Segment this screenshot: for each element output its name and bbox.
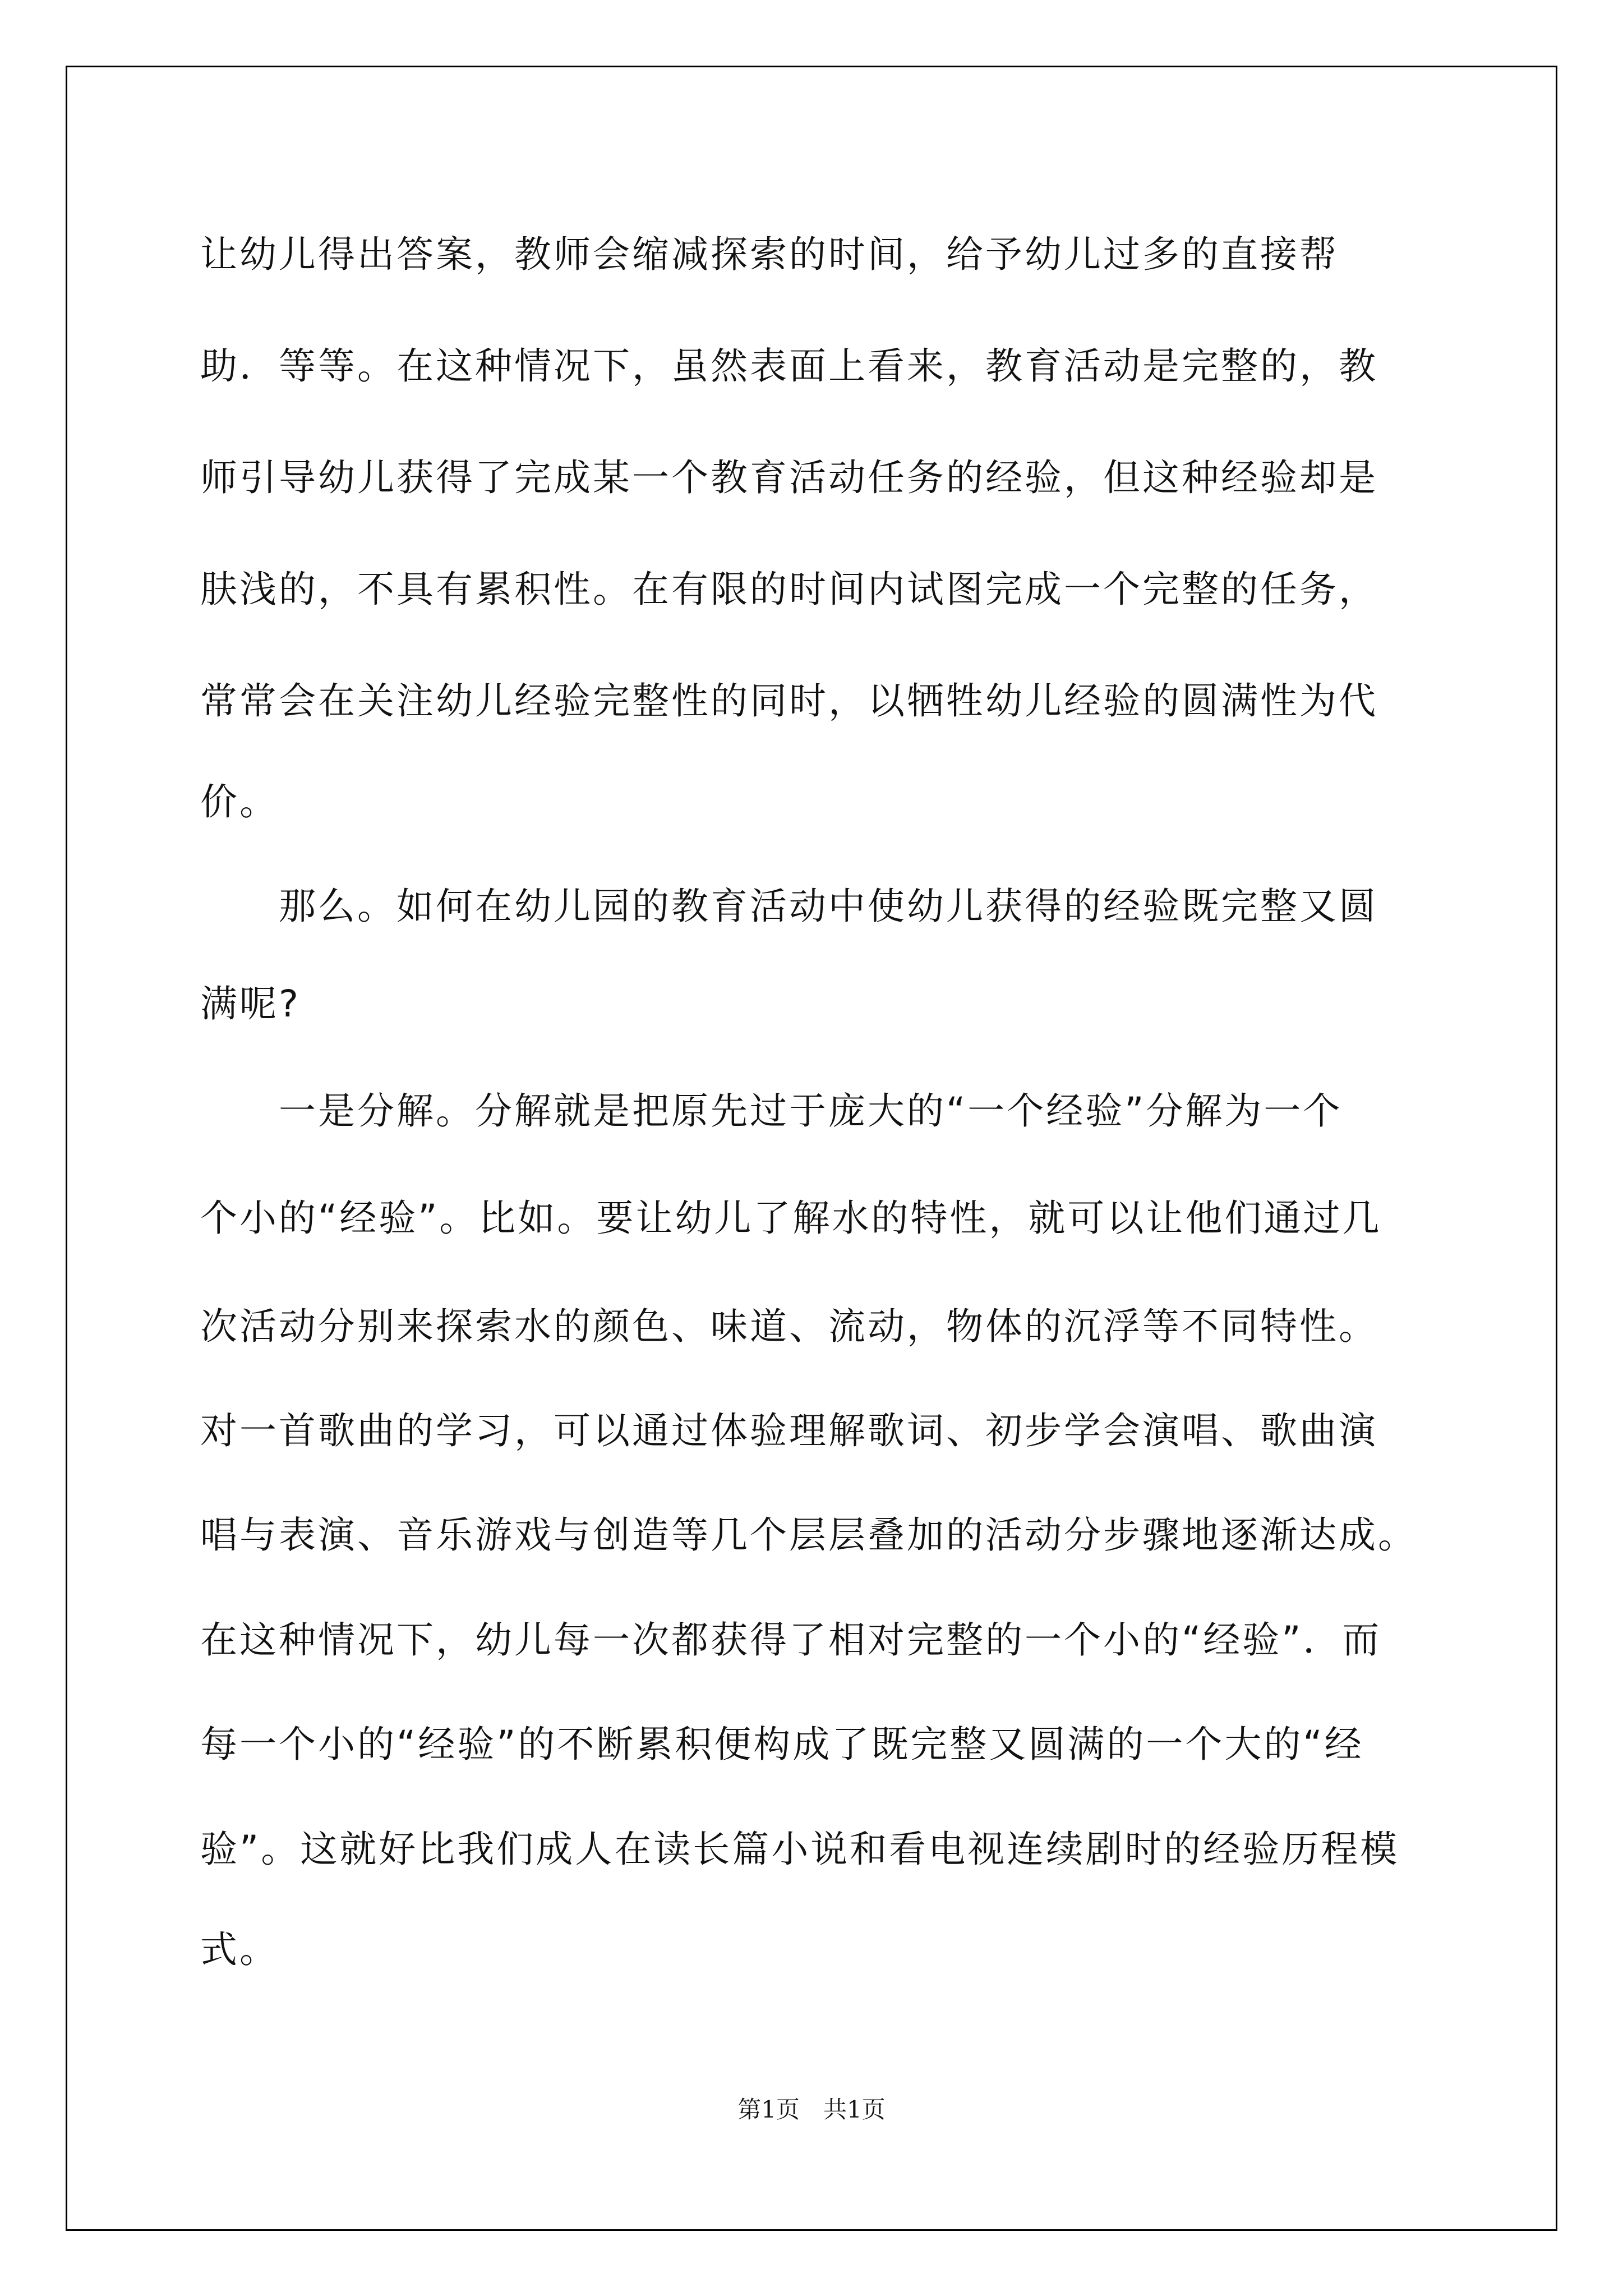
text-line: 式。 — [200, 1928, 279, 1971]
text-line: 让幼儿得出答案，教师会缩减探索的时间，给予幼儿过多的直接帮 — [200, 233, 1339, 276]
page-number: 第1页 共1页 — [737, 2096, 886, 2123]
page-border — [66, 66, 1557, 2231]
text-line: 肤浅的，不具有累积性。在有限的时间内试图完成一个完整的任务， — [200, 568, 1378, 611]
text-line: 唱与表演、音乐游戏与创造等几个层层叠加的活动分步骤地逐渐达成。 — [200, 1513, 1417, 1557]
text-line: 次活动分别来探索水的颜色、味道、流动，物体的沉浮等不同特性。 — [200, 1305, 1378, 1348]
text-line: 一是分解。分解就是把原先过于庞大的“一个经验”分解为一个 — [200, 1089, 1343, 1133]
text-line: 在这种情况下，幼儿每一次都获得了相对完整的一个小的“经验”．而 — [200, 1618, 1382, 1662]
text-line: 个小的“经验”。比如。要让幼儿了解水的特性，就可以让他们通过几 — [200, 1197, 1382, 1240]
text-line: 师引导幼儿获得了完成某一个教育活动任务的经验，但这种经验却是 — [200, 456, 1378, 499]
text-line: 满呢? — [200, 982, 301, 1025]
text-line: 助．等等。在这种情况下，虽然表面上看来，教育活动是完整的，教 — [200, 344, 1378, 388]
text-line: 价。 — [200, 780, 279, 823]
text-line: 每一个小的“经验”的不断累积便构成了既完整又圆满的一个大的“经 — [200, 1723, 1364, 1766]
text-line: 验”。这就好比我们成人在读长篇小说和看电视连续剧时的经验历程模 — [200, 1828, 1400, 1871]
text-line: 对一首歌曲的学习，可以通过体验理解歌词、初步学会演唱、歌曲演 — [200, 1409, 1378, 1452]
text-line: 那么。如何在幼儿园的教育活动中使幼儿获得的经验既完整又圆 — [200, 885, 1378, 928]
text-line: 常常会在关注幼儿经验完整性的同时，以牺牲幼儿经验的圆满性为代 — [200, 679, 1378, 723]
